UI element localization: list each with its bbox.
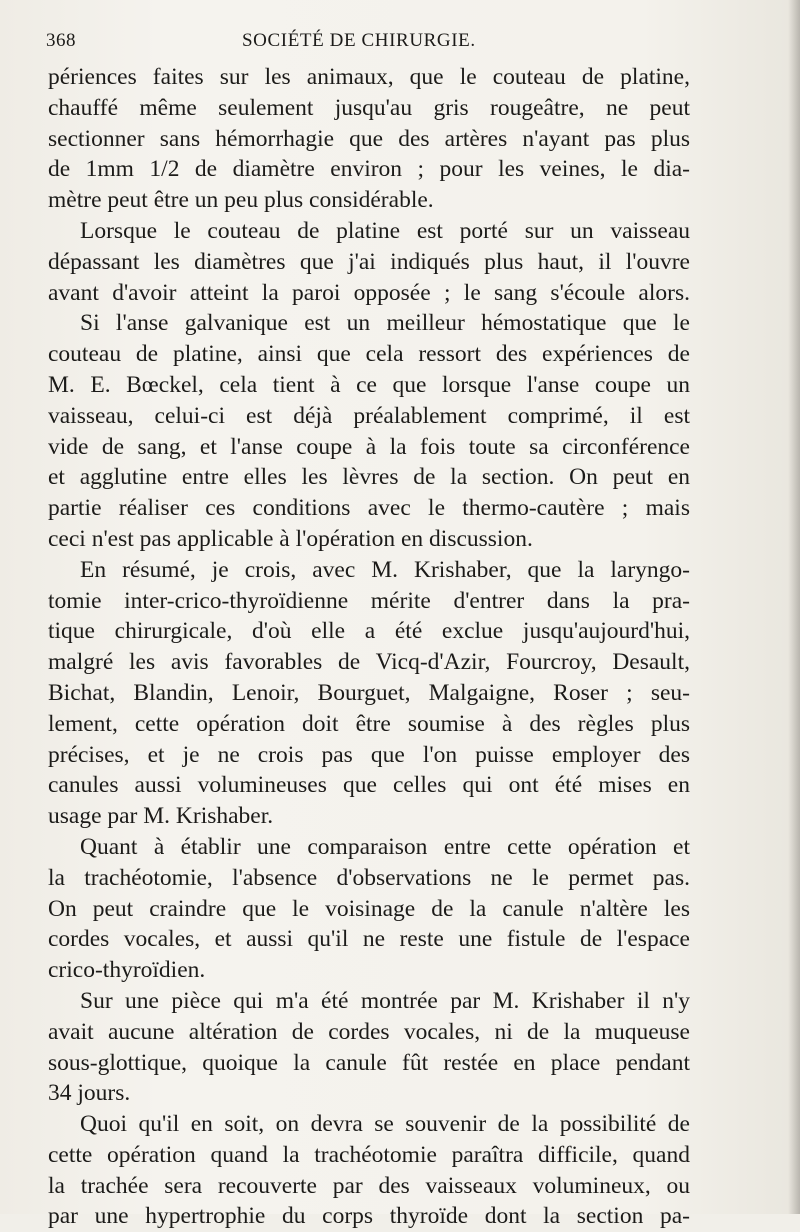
text-line: la trachée sera recouverte par des vaisseaux volumineux, ou <box>48 1172 690 1199</box>
text-line: crico-thyroïdien. <box>48 957 206 984</box>
text-line: de 1mm 1/2 de diamètre environ ; pour les veines, le dia- <box>48 156 690 183</box>
text-line: malgré les avis favorables de Vicq-d'Azir, Fourcroy, Desault, <box>48 649 690 676</box>
page-edge-shadow <box>788 0 800 1214</box>
text-line: Lorsque le couteau de platine est porté sur un vaisseau <box>80 217 690 244</box>
text-line: sectionner sans hémorrhagie que des artères n'ayant pas plus <box>48 125 690 152</box>
text-line: Quant à établir une comparaison entre cette opération et <box>80 833 690 860</box>
text-line: périences faites sur les animaux, que le couteau de platine, <box>48 64 690 90</box>
text-line: 34 jours. <box>48 1080 131 1107</box>
text-line: la trachéotomie, l'absence d'observations ne le permet pas. <box>48 864 690 891</box>
text-line: tique chirurgicale, d'où elle a été exclue jusqu'aujourd'hui, <box>48 618 690 645</box>
paragraph <box>48 308 690 554</box>
text-line: cordes vocales, et aussi qu'il ne reste une fistule de l'espace <box>48 926 690 953</box>
text-line: Si l'anse galvanique est un meilleur hémostatique que le <box>80 310 690 337</box>
text-line: avant d'avoir atteint la paroi opposée ; le sang s'écoule alors. <box>48 279 690 306</box>
text-line: partie réaliser ces conditions avec le thermo-cautère ; mais <box>48 495 690 522</box>
text-line: mètre peut être un peu plus considérable. <box>48 187 434 214</box>
text-line: ceci n'est pas applicable à l'opération en discussion. <box>48 525 533 552</box>
text-line: usage par M. Krishaber. <box>48 803 274 830</box>
paragraph <box>48 832 690 986</box>
text-line: avait aucune altération de cordes vocales, ni de la muqueuse <box>48 1018 690 1045</box>
text-line: M. E. Bœckel, cela tient à ce que lorsque l'anse coupe un <box>48 371 690 398</box>
text-line: lement, cette opération doit être soumise à des règles plus <box>48 710 690 737</box>
text-line: vide de sang, et l'anse coupe à la fois toute sa circonférence <box>48 433 690 460</box>
text-line: par une hypertrophie du corps thyroïde dont la section pa- <box>48 1203 690 1230</box>
paragraph <box>48 555 690 832</box>
page-number: 368 <box>46 30 76 51</box>
text-line: couteau de platine, ainsi que cela ressort des expériences de <box>48 341 690 368</box>
paragraph <box>48 216 690 308</box>
text-line: Quoi qu'il en soit, on devra se souvenir de la possibilité de <box>80 1111 690 1138</box>
paragraph <box>48 62 690 216</box>
text-line: Bichat, Blandin, Lenoir, Bourguet, Malgaigne, Roser ; seu- <box>48 679 690 706</box>
running-header <box>46 30 686 58</box>
text-line: canules aussi volumineuses que celles qui ont été mises en <box>48 772 690 799</box>
text-line: sous-glottique, quoique la canule fût restée en place pendant <box>48 1049 690 1076</box>
running-title: SOCIÉTÉ DE CHIRURGIE. <box>242 30 476 51</box>
text-line: tomie inter-crico-thyroïdienne mérite d'entrer dans la pra- <box>48 587 690 614</box>
text-line: Sur une pièce qui m'a été montrée par M. Krishaber il n'y <box>80 987 690 1014</box>
text-line: dépassant les diamètres que j'ai indiqués plus haut, il l'ouvre <box>48 248 690 275</box>
text-line: En résumé, je crois, avec M. Krishaber, que la laryngo- <box>80 556 690 583</box>
text-line: vaisseau, celui-ci est déjà préalablement comprimé, il est <box>48 402 690 429</box>
text-line: On peut craindre que le voisinage de la canule n'altère les <box>48 895 690 922</box>
paragraph <box>48 986 690 1109</box>
text-line: et agglutine entre elles les lèvres de la section. On peut en <box>48 464 690 491</box>
text-line: précises, et je ne crois pas que l'on puisse employer des <box>48 741 690 768</box>
body-text <box>48 62 690 1232</box>
text-line: cette opération quand la trachéotomie paraîtra difficile, quand <box>48 1141 690 1168</box>
text-line: chauffé même seulement jusqu'au gris rougeâtre, ne peut <box>48 94 690 121</box>
